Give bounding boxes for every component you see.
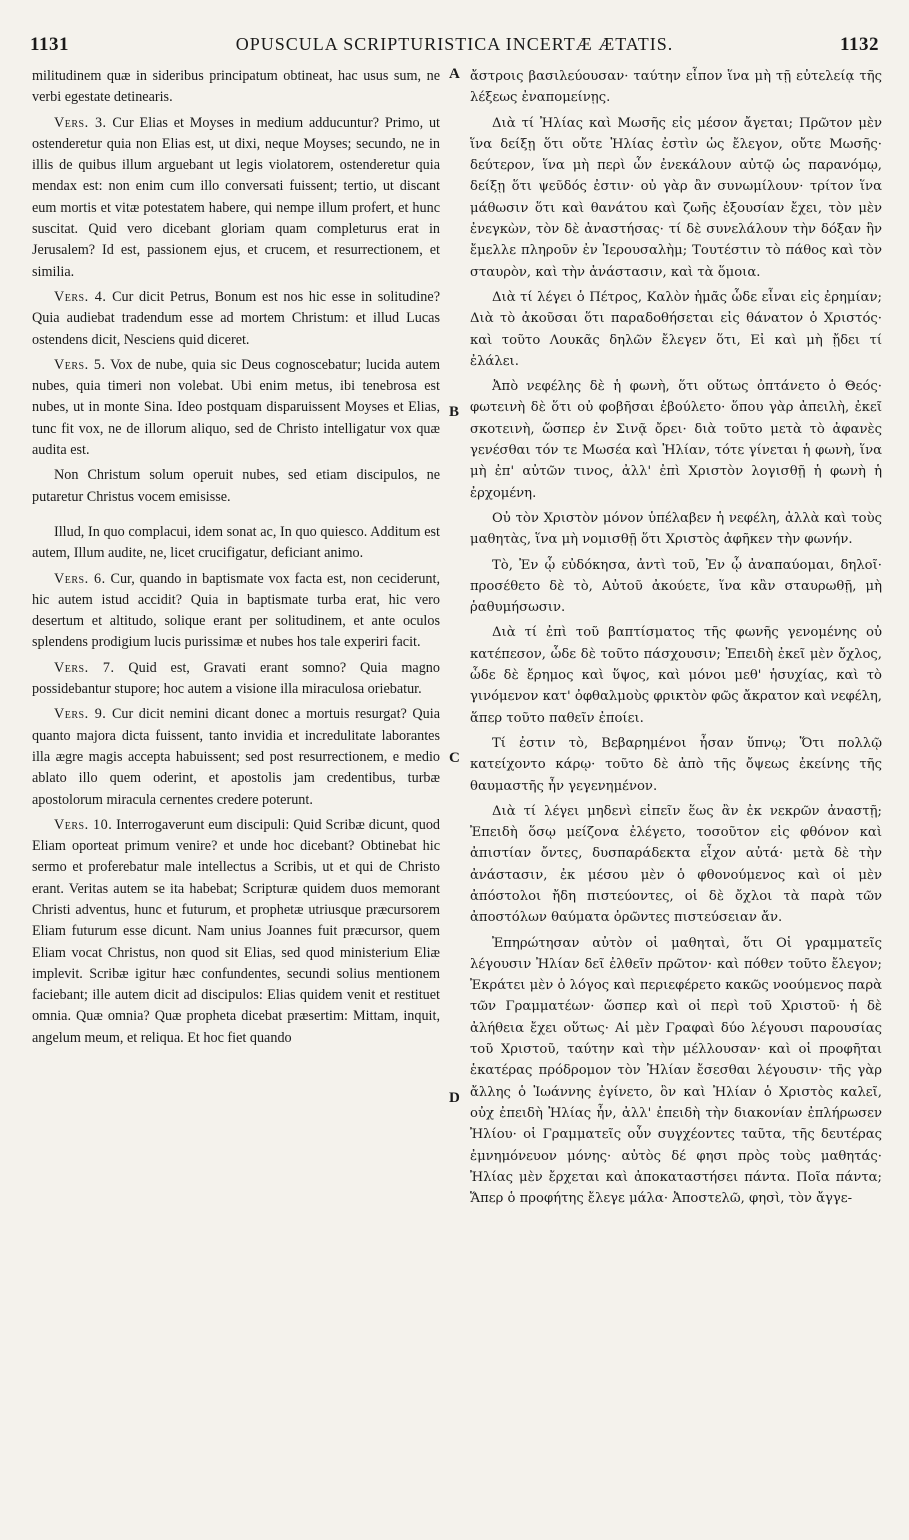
running-title: OPUSCULA SCRIPTURISTICA INCERTÆ ÆTATIS. [235,34,674,54]
latin-text: Cur Elias et Moyses in medium adducuntur? Primo, ut ostenderetur quia non Elias est, ut dixi, neque Moyses; secundo, ne in illis de quibus illum arguebant ut legis violatorem, ostenderetur quia mendax est: non enim cum illo conversati fuissent; tertio, ut discant eum mortis et vitæ potestatem habere, qui nempe illum profert, et hunc suscitat. Quid vero dicebant gloriam quam completurus erat in Jerusalem? Id est, passionem ejus, et crucem, et resurrectionem, et similia. [32,114,440,280]
greek-text: ἄστροις βασιλεύουσαν· ταύτην εἶπον ἵνα μὴ τῇ εὐτελείᾳ τῆς λέξεως ἐναπομείνῃς. [470,69,882,106]
latin-text: Cur dicit Petrus, Bonum est nos hic esse in solitudine? Quia audiebat tradendum esse ad mortem Christum: et illud Lucas ostendens dicit, Nesciens quid diceret. [32,288,440,348]
section-marker-b: B [449,404,460,420]
greek-paragraph [470,733,882,797]
latin-text: militudinem quæ in sideribus principatum obtineat, hac usus sum, ne verbi egestate detinearis. [32,68,440,106]
page-header [30,34,879,60]
verse-number: Vers. 10. [54,816,113,833]
greek-paragraph [470,113,882,283]
page-number-right: 1132 [840,34,879,55]
verse-number: Vers. 3. [54,114,107,131]
verse-number: Vers. 6. [54,570,106,587]
greek-paragraph [470,376,882,504]
section-marker-d: D [449,1090,460,1106]
latin-paragraph [32,569,440,654]
greek-text: Διὰ τί ἐπὶ τοῦ βαπτίσματος τῆς φωνῆς γενομένης οὐ κατέπεσον, ὧδε δὲ τοῦτο πάσχουσιν; Ἐπειδὴ ἐκεῖ μὲν ὄχλος, ὧδε δὲ ἔρημος καὶ ὕψος, καὶ μόνοι μεθ' ἡσυχίας, καὶ τὸ γινόμενον κατ' ὀφθαλμοὺς φρικτὸν φῶς ἄκρατον καὶ νεφέλη, ἅπερ τοῦτο παθεῖν ἐποίει. [470,625,882,726]
latin-paragraph [32,113,440,283]
verse-number: Vers. 9. [54,706,107,723]
latin-paragraph [32,66,440,109]
latin-paragraph [32,704,440,810]
latin-paragraph [32,658,440,701]
latin-text: Vox de nube, quia sic Deus cognoscebatur; lucida autem nubes, quia timeri non volebat. Ubi enim metus, ibi tenebrosa est nubes, ut in monte Sina. Ideo postquam disparuissent Moyses et Elias, tunc fit vox, ne de illorum aliquo, sed de Christo intelligatur vox quæ audita est. [32,356,440,459]
verse-number: Vers. 5. [54,356,106,373]
greek-paragraph [470,555,882,619]
latin-text: Illud, In quo complacui, idem sonat ac, In quo quiesco. Additum est autem, Illum audite, ne, licet crucifigatur, deficiant animo. [32,523,440,562]
greek-paragraph [470,66,882,109]
greek-text: Οὐ τὸν Χριστὸν μόνον ὑπέλαβεν ἡ νεφέλη, ἀλλὰ καὶ τοὺς μαθητὰς, ἵνα μὴ νομισθῇ ὅτι Χριστὸς ἀφῆκεν τὴν φωνήν. [470,510,882,548]
section-marker-c: C [449,750,460,766]
latin-paragraph [32,287,440,351]
verse-number: Vers. 7. [54,659,115,676]
latin-text: Cur dicit nemini dicant donec a mortuis resurgat? Quia quanto majora dicta fuissent, tanto invidia et incredulitate laborantes illa ægre magis accepta habuissent; sed post resurrectionem, e medio ablato illo quem oderint, et apostolis jam credentibus, turbæ apostolorum miracula cernentes credere poterunt. [32,706,440,808]
page-number-left: 1131 [30,34,69,55]
latin-text: Non Christum solum operuit nubes, sed etiam discipulos, ne putaretur Christus vocem emisisse. [32,467,440,505]
greek-paragraph [470,933,882,1210]
latin-paragraph [32,465,440,508]
greek-paragraph [470,287,882,372]
latin-text: Quid est, Gravati erant somno? Quia magno possidebantur stupore; hoc autem a visione illa miraculosa oriebatur. [32,659,440,698]
greek-text: Διὰ τί λέγει ὁ Πέτρος, Καλὸν ἡμᾶς ὧδε εἶναι εἰς ἐρημίαν; Διὰ τὸ ἀκοῦσαι ὅτι παραδοθήσεται εἰς θάνατον ὁ Χριστός· καὶ τοῦτο Λουκᾶς δηλῶν ἔλεγεν ὅτι, Εἰ καὶ μὴ ᾔδει τί ἐλάλει. [470,289,882,369]
latin-paragraph [32,522,440,565]
greek-column [470,66,882,1213]
greek-text: Διὰ τί λέγει μηδενὶ εἰπεῖν ἕως ἂν ἐκ νεκρῶν ἀναστῇ; Ἐπειδὴ ὅσῳ μείζονα ἐλέγετο, τοσοῦτον εἰς φθόνον καὶ ἀπιστίαν ὄντες, δυσπαράδεκτα εἶχον αὐτά· μετὰ δὲ τὴν ἀνάστασιν, ἐκ μέσου μὲν ὁ φθονούμενος καὶ οἱ μὲν ἀπόστολοι ἤδη πιστεύοντες, οἱ δὲ ὄχλοι τὰ παρὰ τῶν ἀποστόλων θαύματα ὁρῶντες πιστεύσειαν ἄν. [470,803,882,926]
greek-paragraph [470,801,882,929]
verse-number: Vers. 4. [54,288,107,305]
latin-paragraph [32,815,440,1049]
latin-paragraph [32,355,440,461]
greek-paragraph [470,622,882,728]
latin-column [32,66,440,1053]
section-marker-a: A [449,66,460,82]
latin-text: Interrogaverunt eum discipuli: Quid Scribæ dicunt, quod Eliam oporteat primum venire? et unde hoc dicebant? Obtinebat hic sermo et proferebatur male intellectus a Scribis, ut et qui de Christo erant. Veritas autem se ita habebat; Scripturæ quidem duos memorant Christi adventus, hunc et futurum, et prophetæ utriusque præcursorem Eliam futurum esse dicunt. Nam unius Joannes fuit præcursor, quem Eliam vocat Christus, non quod sit Elias, sed quod ministerium Eliæ implevit. Scribæ igitur hæc confundentes, secundi solius mentionem faciebant; ille autem dicit ad discipulos: Elias quidem venit et restituet omnia. Quæ omnia? Quæ propheta dicebat præsertim: Mittam, inquit, angelum meum, et reliqua. Et hoc fiet quando [32,816,441,1046]
greek-text: Τὸ, Ἐν ᾧ εὐδόκησα, ἀντὶ τοῦ, Ἐν ᾧ ἀναπαύομαι, δηλοῖ· προσέθετο δὲ τὸ, Αὐτοῦ ἀκούετε, ἵνα κἂν σταυρωθῇ, μὴ ῥαθυμήσωσιν. [470,557,882,616]
greek-text: Διὰ τί Ἠλίας καὶ Μωσῆς εἰς μέσον ἄγεται; Πρῶτον μὲν ἵνα δείξῃ ὅτι οὔτε Ἠλίας ἐστὶν ὡς ἔλεγον, οὔτε Μωσῆς· δεύτερον, ἵνα μὴ περὶ ὧν ἐνεκάλουν αὐτῷ ὡς παρανόμῳ, δείξῃ ὅτι ψεῦδός ἐστιν· οὐ γὰρ ἂν συνωμίλουν· τρίτον ἵνα μάθωσιν ὅτι καὶ θανάτου καὶ ζωῆς ἐξουσίαν ἔχει, τὸν μὲν ἐνεγκὼν, τὸν δὲ ἀναστήσας· τί δὲ συνελάλουν τὴν δόξαν ἣν ἔμελλε πληροῦν ἐν Ἱερουσαλὴμ; Τουτέστιν τὸ πάθος καὶ τὸν σταυρὸν, καὶ τὴν ἀνάστασιν, καὶ τὰ ὅμοια. [470,115,882,280]
greek-paragraph [470,508,882,551]
greek-text: Ἐπηρώτησαν αὐτὸν οἱ μαθηταὶ, ὅτι Οἱ γραμματεῖς λέγουσιν Ἠλίαν δεῖ ἐλθεῖν πρῶτον· καὶ πόθεν τοῦτο ἔλεγον; Ἐκράτει μὲν ὁ λόγος καὶ περιεφέρετο κακῶς νοούμενος παρὰ τῶν Γραμματέων· ὥσπερ καὶ οἱ περὶ τοῦ Χριστοῦ· ἡ δὲ ἀλήθεια ἔχει οὕτως· Αἱ μὲν Γραφαὶ δύο λέγουσι παρουσίας τοῦ Χριστοῦ, ταύτην καὶ τὴν μέλλουσαν· καὶ οἱ προφῆται ἑκατέρας πρόδρομον τὸν Ἠλίαν ἔσεσθαι λέγουσιν· τῆς γὰρ ἄλλης ὁ Ἰωάννης ἐγίνετο, ὃν καὶ Ἠλίαν ὁ Χριστὸς καλεῖ, οὐχ ἐπειδὴ Ἠλίας ἦν, ἀλλ' ἐπειδὴ τὴν διακονίαν ἐπλήρωσεν Ἠλίου· οἱ Γραμματεῖς οὖν συγχέοντες ταῦτα, τῆς δευτέρας ἐμνημόνευον μόνης· αὐτὸς δέ φησι πρὸς τοὺς μαθητάς· Ἠλίας μὲν ἔρχεται καὶ ἀποκαταστήσει πάντα. Ποῖα πάντα; Ἅπερ ὁ προφήτης ἔλεγε μάλα· Ἀποστελῶ, φησὶ, τὸν ἄγγε- [470,935,882,1207]
greek-text: Ἀπὸ νεφέλης δὲ ἡ φωνὴ, ὅτι οὕτως ὀπτάνετο ὁ Θεός· φωτεινὴ δὲ ὅτι οὐ φοβῆσαι ἐβούλετο· ὅπου γὰρ ἀπειλὴ, ἐκεῖ σκοτεινὴ, ὥσπερ ἐν Σινᾷ ὄρει· διὰ τοῦτο μετὰ τὸ ἀφανὲς γενέσθαι τόν τε Μωσέα καὶ Ἠλίαν, τότε γίνεται ἡ φωνὴ, ἵνα μὴ ἐπ' αὐτῶν τινος, ἀλλ' ἐπὶ Χριστὸν λογισθῇ ἡ φωνὴ ἡ ἐρχομένη. [470,379,882,501]
latin-text: Cur, quando in baptismate vox facta est, non ceciderunt, hic autem istud accidit? Quia in baptismate turba erat, hic vero desertum et altitudo, solique erant per solitudinem, et ante oculos splendens prodigium lucis purissimæ et nubes hos tale experiri facit. [32,570,440,651]
greek-text: Τί ἐστιν τὸ, Βεβαρημένοι ἦσαν ὕπνῳ; Ὅτι πολλῷ κατείχοντο κάρῳ· τοῦτο δὲ ἀπὸ τῆς ὄψεως ἐκείνης τῆς θαυμαστῆς ἦν γεγενημένον. [470,735,882,794]
